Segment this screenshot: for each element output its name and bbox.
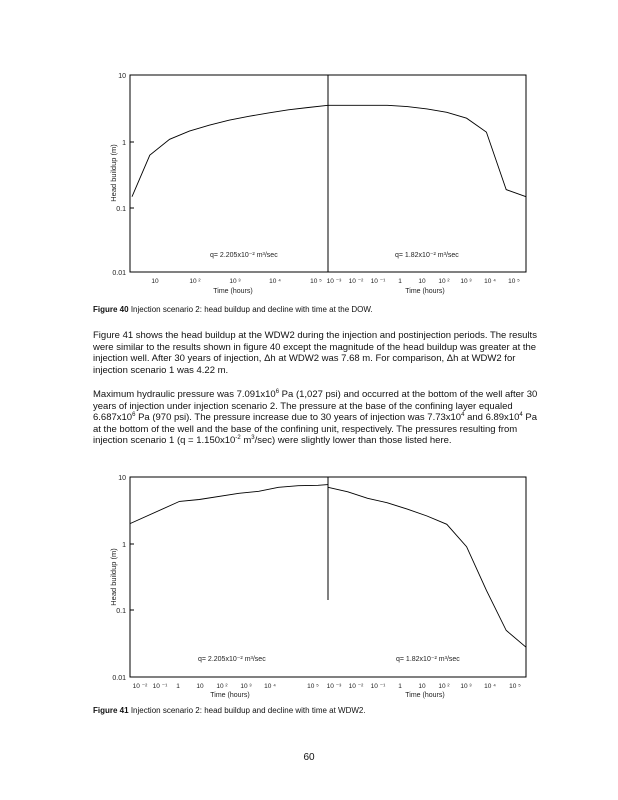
paragraph-text: Maximum hydraulic pressure was 7.091x10 <box>93 389 276 400</box>
paragraph-text: Pa (1,027 psi) and occurred at the bottom of the well after 30 years of injection under injection scenario 2. The pressure at the base of the confining layer equaled 6.687x10 <box>93 389 538 424</box>
figure40-ytick: 0.01 <box>112 270 126 277</box>
figure41-xlabel-postinjection: Time (hours) <box>405 692 445 699</box>
exponent: 6 <box>132 412 136 419</box>
figure40-ytick: 1 <box>122 140 126 147</box>
figure41-xtick: 10 ⁵ <box>307 683 319 690</box>
figure40-xtick: 10 <box>418 278 426 285</box>
figure41-caption <box>93 706 366 715</box>
paragraph-text: and 6.89x10 <box>464 412 520 424</box>
figure40-xtick: 10 ³ <box>229 278 241 285</box>
figure40-series-injection <box>132 105 328 196</box>
figure41-xtick: 1 <box>398 683 402 690</box>
figure41-xtick: 10 ⁻² <box>348 683 364 690</box>
paragraph-text: Pa (970 psi). The pressure increase due to 30 years of injection was 7.73x10 <box>135 412 462 424</box>
exponent: 6 <box>275 388 280 395</box>
figure40-xtick: 10 ⁻¹ <box>370 278 386 285</box>
figure40-ylabel: Head buildup (m) <box>109 144 118 202</box>
figure41-xtick: 10 ³ <box>240 683 252 690</box>
figure40-caption <box>93 305 373 314</box>
figure40-xtick: 10 ² <box>438 278 450 285</box>
page-number: 60 <box>303 752 315 763</box>
figure41-xtick: 10 <box>418 683 426 690</box>
figure40-annotation-postinjection: q= 1.82x10⁻² m³/sec <box>395 252 459 259</box>
figure41-xtick: 10 ⁻² <box>132 683 148 690</box>
figure41-xtick: 10 ² <box>216 683 228 690</box>
figure41-xlabel-injection: Time (hours) <box>210 692 250 699</box>
figure40-xtick: 10 ⁵ <box>508 278 520 285</box>
paragraph-text: Pa at the bottom of the well and the base of the confining unit, respectively. The pressures resulting from injection scenario 1 (q = 1.150x10 <box>93 412 537 447</box>
exponent: 4 <box>461 412 465 419</box>
figure41-ytick: 1 <box>122 542 126 549</box>
figure41-xtick: 10 ⁻³ <box>326 683 342 690</box>
figure40-xtick: 10 ⁴ <box>484 278 496 285</box>
figure40-caption-label: Figure 40 <box>93 305 129 314</box>
exponent: 3 <box>251 435 255 442</box>
figure40-xtick: 10 ⁴ <box>269 278 281 285</box>
exponent: 4 <box>519 412 523 419</box>
figure40-xtick: 10 ⁻³ <box>326 278 342 285</box>
figure40-xlabel-postinjection: Time (hours) <box>405 288 445 295</box>
figure41-ytick: 10 <box>118 475 126 482</box>
figure41-xtick: 10 ⁻¹ <box>370 683 386 690</box>
paragraph-head-buildup: Figure 41 shows the head buildup at the WDW2 during the injection and postinjection periods. The results were similar to the results shown in figure 40 except the magnitude of the head buildup was greater at the injection well. After 30 years of injection, Δh at WDW2 was 7.68 m. For comparison, Δh at WDW2 for injection scenario 1 was 4.22 m. <box>93 330 537 376</box>
figure40-xtick: 1 <box>398 278 402 285</box>
figure40-xtick: 10 ² <box>189 278 201 285</box>
figure41-annotation-injection: q= 2.205x10⁻² m³/sec <box>198 656 266 663</box>
figure41-xtick: 10 ³ <box>460 683 472 690</box>
figure40-xtick: 10 ⁻² <box>348 278 364 285</box>
figure40-xtick: 10 ⁵ <box>310 278 322 285</box>
figure40-annotation-injection: q= 2.205x10⁻² m³/sec <box>210 252 278 259</box>
paragraph-text: m <box>240 435 252 447</box>
figure41-xtick: 10 ² <box>438 683 450 690</box>
figure41-xtick: 10 ⁴ <box>484 683 496 690</box>
figure41-series-injection <box>130 485 328 524</box>
paragraph-hydraulic-pressure <box>93 389 538 447</box>
figure41-xtick: 10 ⁵ <box>509 683 521 690</box>
figure40-ytick: 0.1 <box>116 206 126 213</box>
exponent: -2 <box>235 435 241 442</box>
figure40-xlabel-injection: Time (hours) <box>213 288 253 295</box>
figure41-xtick: 10 ⁴ <box>264 683 276 690</box>
figure40-xtick: 10 ³ <box>460 278 472 285</box>
figure41-caption-label: Figure 41 <box>93 706 129 715</box>
figure41-ylabel: Head buildup (m) <box>109 548 118 606</box>
figure40-caption-text: Injection scenario 2: head buildup and decline with time at the DOW. <box>130 305 373 314</box>
figure40-ytick: 10 <box>118 73 126 80</box>
figure41-ytick: 0.01 <box>112 675 126 682</box>
figure41-xtick: 1 <box>176 683 180 690</box>
paragraph-text: /sec) were slightly lower than those listed here. <box>254 435 452 447</box>
figure41-chart <box>109 475 526 699</box>
figure41-caption-text: Injection scenario 2: head buildup and decline with time at WDW2. <box>130 706 366 715</box>
figure41-annotation-postinjection: q= 1.82x10⁻² m³/sec <box>396 656 460 663</box>
figure41-xtick: 10 ⁻¹ <box>152 683 168 690</box>
figure41-xtick: 10 <box>196 683 204 690</box>
figure40-chart <box>109 73 526 295</box>
figure40-xtick: 10 <box>151 278 159 285</box>
figure41-series-postinjection <box>328 487 526 647</box>
figure40-series-postinjection <box>328 105 526 196</box>
figure41-ytick: 0.1 <box>116 608 126 615</box>
